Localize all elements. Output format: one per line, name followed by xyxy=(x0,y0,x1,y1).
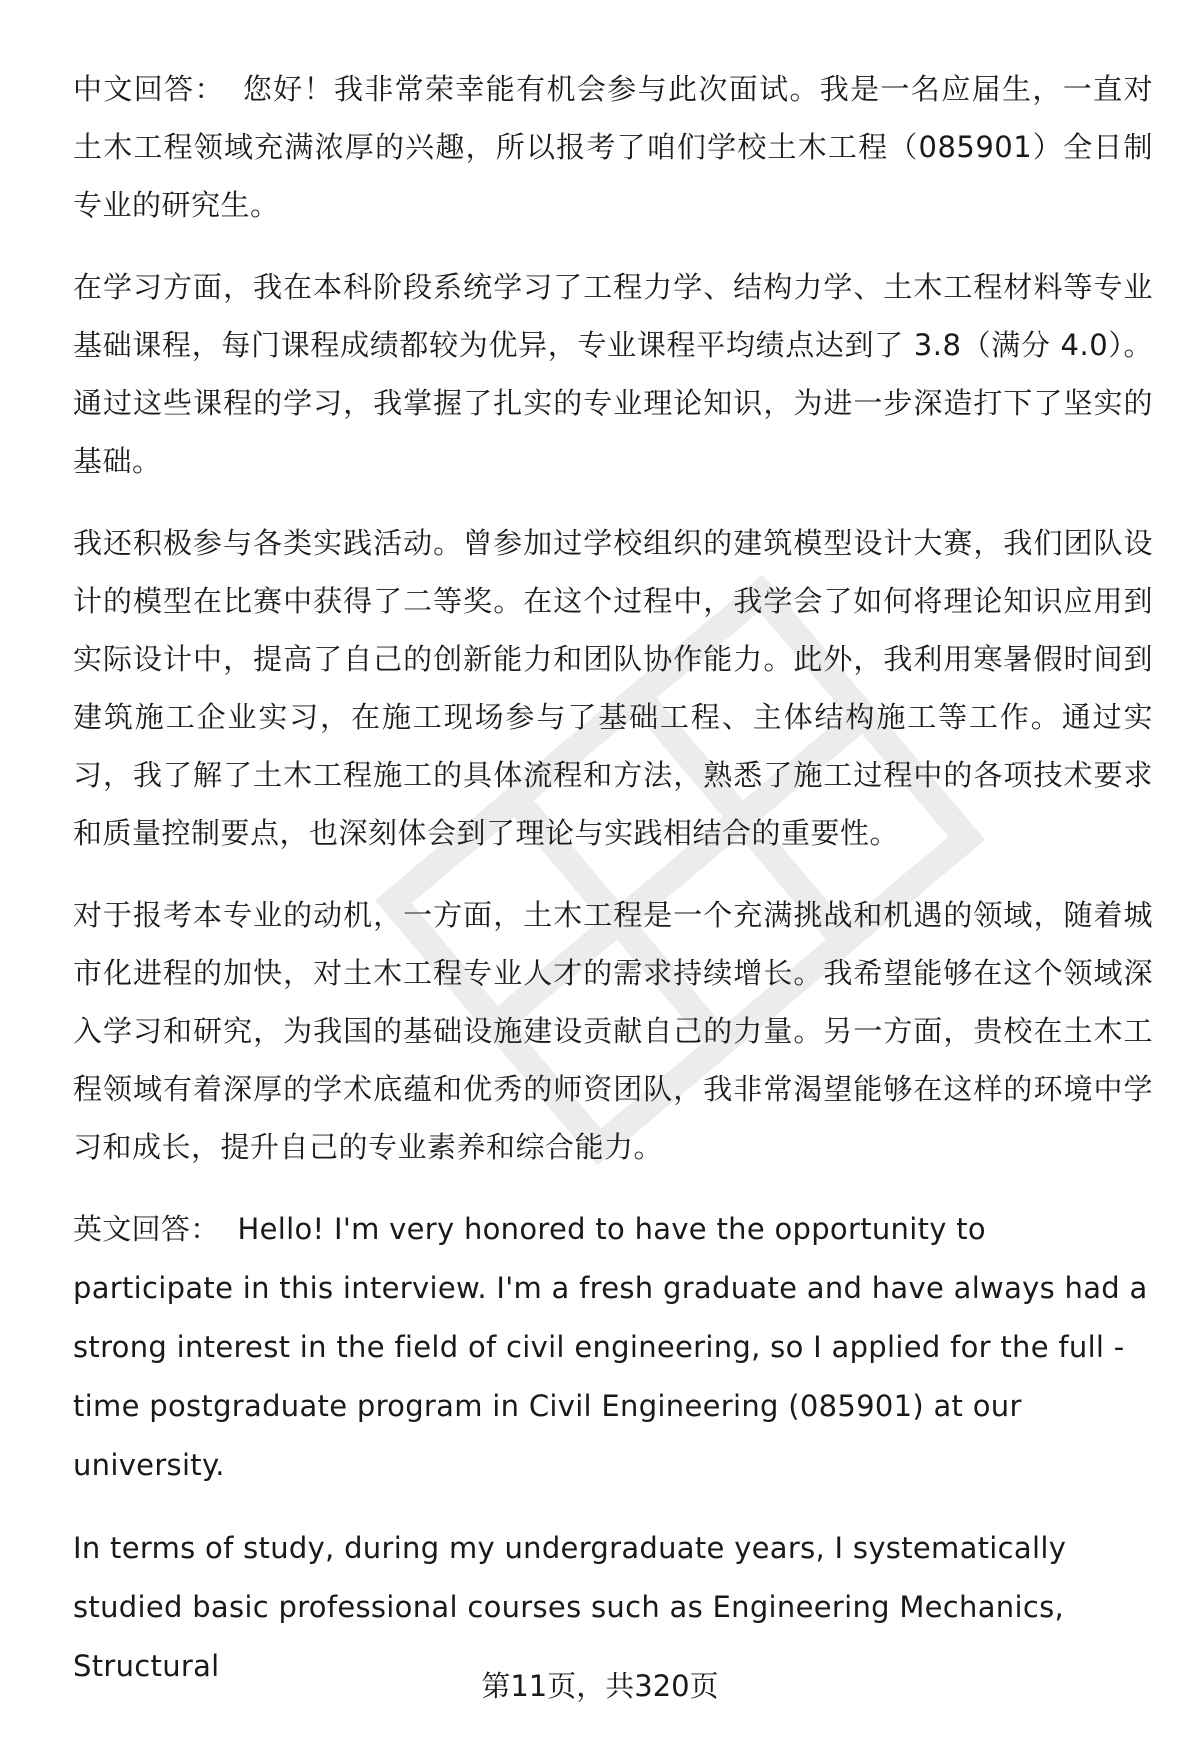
paragraph-chinese-intro xyxy=(73,60,1153,234)
paragraph-text: In terms of study, during my undergraduate years, I systematically studied basic professional courses such as Engineering Mechanics, Structural xyxy=(73,1531,1067,1683)
paragraph-text: 您好！我非常荣幸能有机会参与此次面试。我是一名应届生，一直对土木工程领域充满浓厚的兴趣，所以报考了咱们学校土木工程（085901）全日制专业的研究生。 xyxy=(73,72,1153,222)
document-body xyxy=(73,60,1153,1720)
paragraph-text: 我还积极参与各类实践活动。曾参加过学校组织的建筑模型设计大赛，我们团队设计的模型在比赛中获得了二等奖。在这个过程中，我学会了如何将理论知识应用到实际设计中，提高了自己的创新能力和团队协作能力。此外，我利用寒暑假时间到建筑施工企业实习，在施工现场参与了基础工程、主体结构施工等工作。通过实习，我了解了土木工程施工的具体流程和方法，熟悉了施工过程中的各项技术要求和质量控制要点，也深刻体会到了理论与实践相结合的重要性。 xyxy=(73,526,1153,850)
paragraph-text: 在学习方面，我在本科阶段系统学习了工程力学、结构力学、土木工程材料等专业基础课程，每门课程成绩都较为优异，专业课程平均绩点达到了 3.8（满分 4.0）。通过这些课程的学习，我掌握了扎实的专业理论知识，为进一步深造打下了坚实的基础。 xyxy=(73,270,1153,478)
paragraph-study xyxy=(73,258,1153,490)
paragraph-practice xyxy=(73,514,1153,862)
paragraph-label: 中文回答： xyxy=(73,72,225,106)
paragraph-text: Hello! I'm very honored to have the opportunity to participate in this interview. I'm a fresh graduate and have always had a strong interest in the field of civil engineering, so I applied for the full - time postgraduate program in Civil Engineering (085901) at our university. xyxy=(73,1212,1148,1482)
paragraph-english-intro xyxy=(73,1200,1153,1495)
paragraph-motivation xyxy=(73,886,1153,1176)
paragraph-text: 对于报考本专业的动机，一方面，土木工程是一个充满挑战和机遇的领域，随着城市化进程的加快，对土木工程专业人才的需求持续增长。我希望能够在这个领域深入学习和研究，为我国的基础设施建设贡献自己的力量。另一方面，贵校在土木工程领域有着深厚的学术底蕴和优秀的师资团队，我非常渴望能够在这样的环境中学习和成长，提升自己的专业素养和综合能力。 xyxy=(73,898,1153,1164)
page-number-footer: 第11页，共320页 xyxy=(481,1669,719,1703)
paragraph-label: 英文回答： xyxy=(73,1212,220,1246)
